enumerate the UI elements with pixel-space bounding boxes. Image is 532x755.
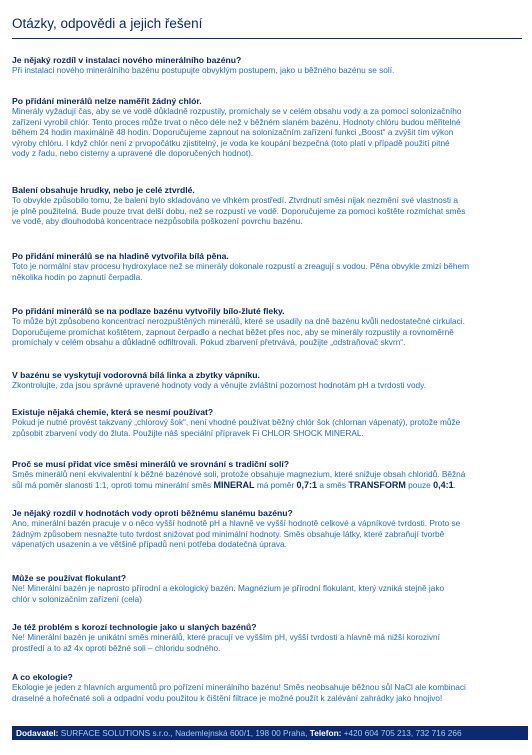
supplier-address: SURFACE SOLUTIONS s.r.o., Nademlejnská 600/1, 198 00 Praha, (58, 728, 310, 738)
answer-line: prostředí a to až 4x oproti běžné soli – chloridu sodného. (12, 642, 221, 653)
answer-line: ve vodě, aby dlouhodobá koncentrace nezpůsobila poškození povrchu bazénu. (12, 216, 303, 227)
answer-line: žádným způsobem nesnažte tuto tvrdost snižovat pod minimální hodnoty. Směs obsahuje látky, které zabraňují tvorbě (12, 528, 445, 539)
answer-line: To může být způsobeno koncentrací nerozpuštěných minerálů, které se usadily na dně bazénu kvůli nedostatečné cirkulaci. (12, 316, 465, 327)
answer-line: promíchaly v celém obsahu a důkladně odfiltrovali. Pokud zbarvení přetrvává, použijte „odstraňovač skvrn“. (12, 337, 406, 348)
qa-item (12, 185, 522, 227)
page-title: Otázky, odpovědi a jejich řešení (12, 16, 203, 31)
title-divider (12, 38, 522, 39)
answer-line: Směs minerálů není ekvivalentní k běžné bazénové soli, protože obsahuje magnezium, které snižuje obsah chloridů. Běžná (12, 469, 466, 480)
answer-line: vápenatých usazenin a ve většině případů není potřeba dodatečná úprava. (12, 539, 287, 550)
ratio-value: 0,4:1 (433, 479, 454, 490)
answer-line: Zkontrolujte, zda jsou správné upravené hodnoty vody a věnujte zvláštní pozornost hodnotám pH a tvrdosti vody. (12, 380, 427, 391)
answer-line (12, 480, 522, 490)
question: Je nějaký rozdíl v instalaci nového minerálního bazénu? (12, 55, 242, 65)
qa-item (12, 306, 522, 348)
qa-item (12, 459, 522, 490)
qa-item (12, 251, 522, 282)
question: A co ekologie? (12, 672, 73, 682)
qa-item (12, 573, 522, 604)
question: Po přidání minerálů nelze naměřit žádný chlór. (12, 96, 202, 106)
answer-text: . (453, 479, 456, 490)
answer-text: sůl má poměr slanosti 1:1, oproti tomu minerální směs (12, 479, 212, 490)
phone-label: Telefon: (309, 728, 342, 738)
product-name: TRANSFORM (348, 479, 406, 490)
question: Existuje nějaká chemie, která se nesmí používat? (12, 407, 214, 417)
answer-line: Doporučujeme promíchat koštětem, zapnout čerpadlo a nechat běžet přes noc, aby se minerály rozpustily a rovnoměrně (12, 326, 454, 337)
supplier-footer (12, 726, 528, 740)
answer-line: Ne! Minerální bazén je unikátní směs minerálů, které pracují ve vyšším pH, vyšší tvrdosti a hlavně má nižší korozivní (12, 632, 440, 643)
qa-item (12, 622, 522, 653)
qa-item (12, 370, 522, 391)
answer-line: způsobit zbarvení vody do žluta. Použijte náš speciální přípravek Fi CHLOR SHOCK MINERAL. (12, 427, 364, 438)
answer-line: Ano, minerální bazén pracuje v o něco vyšší hodnotě pH a hlavně ve vyšší hodnotě celkové a vápníkové tvrdosti. Proto se (12, 518, 461, 529)
answer-line: chlór v solonizačním zařízení (cela) (12, 593, 143, 604)
answer-text: pouze (405, 479, 434, 490)
question: Je nějaký rozdíl v hodnotách vody oproti běžnému slanému bazénu? (12, 508, 293, 518)
answer-text: má poměr (254, 479, 297, 490)
answer-line: Toto je normální stav procesu hydroxylace než se minerály dokonale rozpustí a zreagují s vodou. Pěna obvykle zmizí během (12, 261, 470, 272)
question: Je též problém s korozí technologie jako u slaných bazénů? (12, 622, 257, 632)
answer-line: Minerály vyžadují čas, aby se ve vodě důkladně rozpustily, promíchaly se v celém obsahu vody a za pomocí solonizačního (12, 106, 462, 117)
qa-item (12, 508, 522, 550)
qa-item (12, 55, 522, 76)
answer-line: To obvykle způsobilo tomu, že balení bylo skladováno ve vlhkém prostředí. Ztvrdnutí směsi nijak nezmění své vlastnosti a (12, 195, 458, 206)
phone-numbers: +420 604 705 213, 732 716 266 (341, 728, 462, 738)
question: V bazénu se vyskytují vodorovná bílá linka a zbytky vápníku. (12, 370, 260, 380)
answer-line: výroby chlóru. I když chlór není z prvopočátku zjistitelný, je voda ke koupání bezpečná (toto platí v případě použití pitné (12, 137, 450, 148)
answer-line: vody z řadu, nebo cisterny a upravené dle doporučených hodnot). (12, 148, 254, 159)
answer-line: draselné a hořečnaté soli a odpadní vodu použitou k čištění filtrace je možné použít k zalévání zahrádky jako hnojivo! (12, 692, 443, 703)
qa-item (12, 407, 522, 438)
answer-line: je plně použitelná. Bude pouze trvat delší dobu, než se rozpustí ve vodě. Doporučujeme za pomoci koštěte rozmíchat směs (12, 205, 466, 216)
ratio-value: 0,7:1 (296, 479, 318, 490)
answer-line: během 24 hodin maximálně 48 hodin. Doporučujeme zapnout na solonizačním zařízení funkci „Boost“ a zvýšit tím výkon (12, 127, 454, 138)
question: Po přidání minerálů se na podlaze bazénu vytvořily bílo-žluté fleky. (12, 306, 285, 316)
question: Po přidání minerálů se na hladině vytvořila bílá pěna. (12, 251, 229, 261)
answer-line: několika hodin po zapnutí čerpadla. (12, 271, 143, 282)
answer-line: Ne! Minerální bazén je naprosto přírodní a ekologický bazén. Magnézium je přírodní flokulant, který vzniká stejně jako (12, 583, 445, 594)
question: Balení obsahuje hrudky, nebo je celé ztvrdlé. (12, 185, 195, 195)
supplier-label: Dodavatel: (16, 728, 59, 738)
answer-line: Při instalaci nového minerálního bazénu postupujte obvyklým postupem, jako u běžného bazénu se solí. (12, 65, 395, 76)
question: Proč se musí přidat více směsi minerálů ve srovnání s tradiční solí? (12, 459, 290, 469)
question: Může se používat flokulant? (12, 573, 127, 583)
qa-item (12, 672, 522, 703)
qa-item (12, 96, 522, 158)
answer-line: zařízení vyrobil chlór. Tento proces může trvat o něco déle než v běžném slaném bazénu. Hodnoty chlóru budou měřitelné (12, 116, 461, 127)
answer-text: a směs (317, 479, 349, 490)
answer-line: Pokud je nutné provést takzvaný „chlorový šok“, není vhodné používat běžný chlór šok (chlornan vápenatý), protože může (12, 417, 461, 428)
answer-line: Ekologie je jeden z hlavních argumentů pro pořízení minerálního bazénu! Směs neobsahuje běžnou sůl NaCl ale kombinaci (12, 682, 466, 693)
product-name: MINERAL (213, 479, 255, 490)
